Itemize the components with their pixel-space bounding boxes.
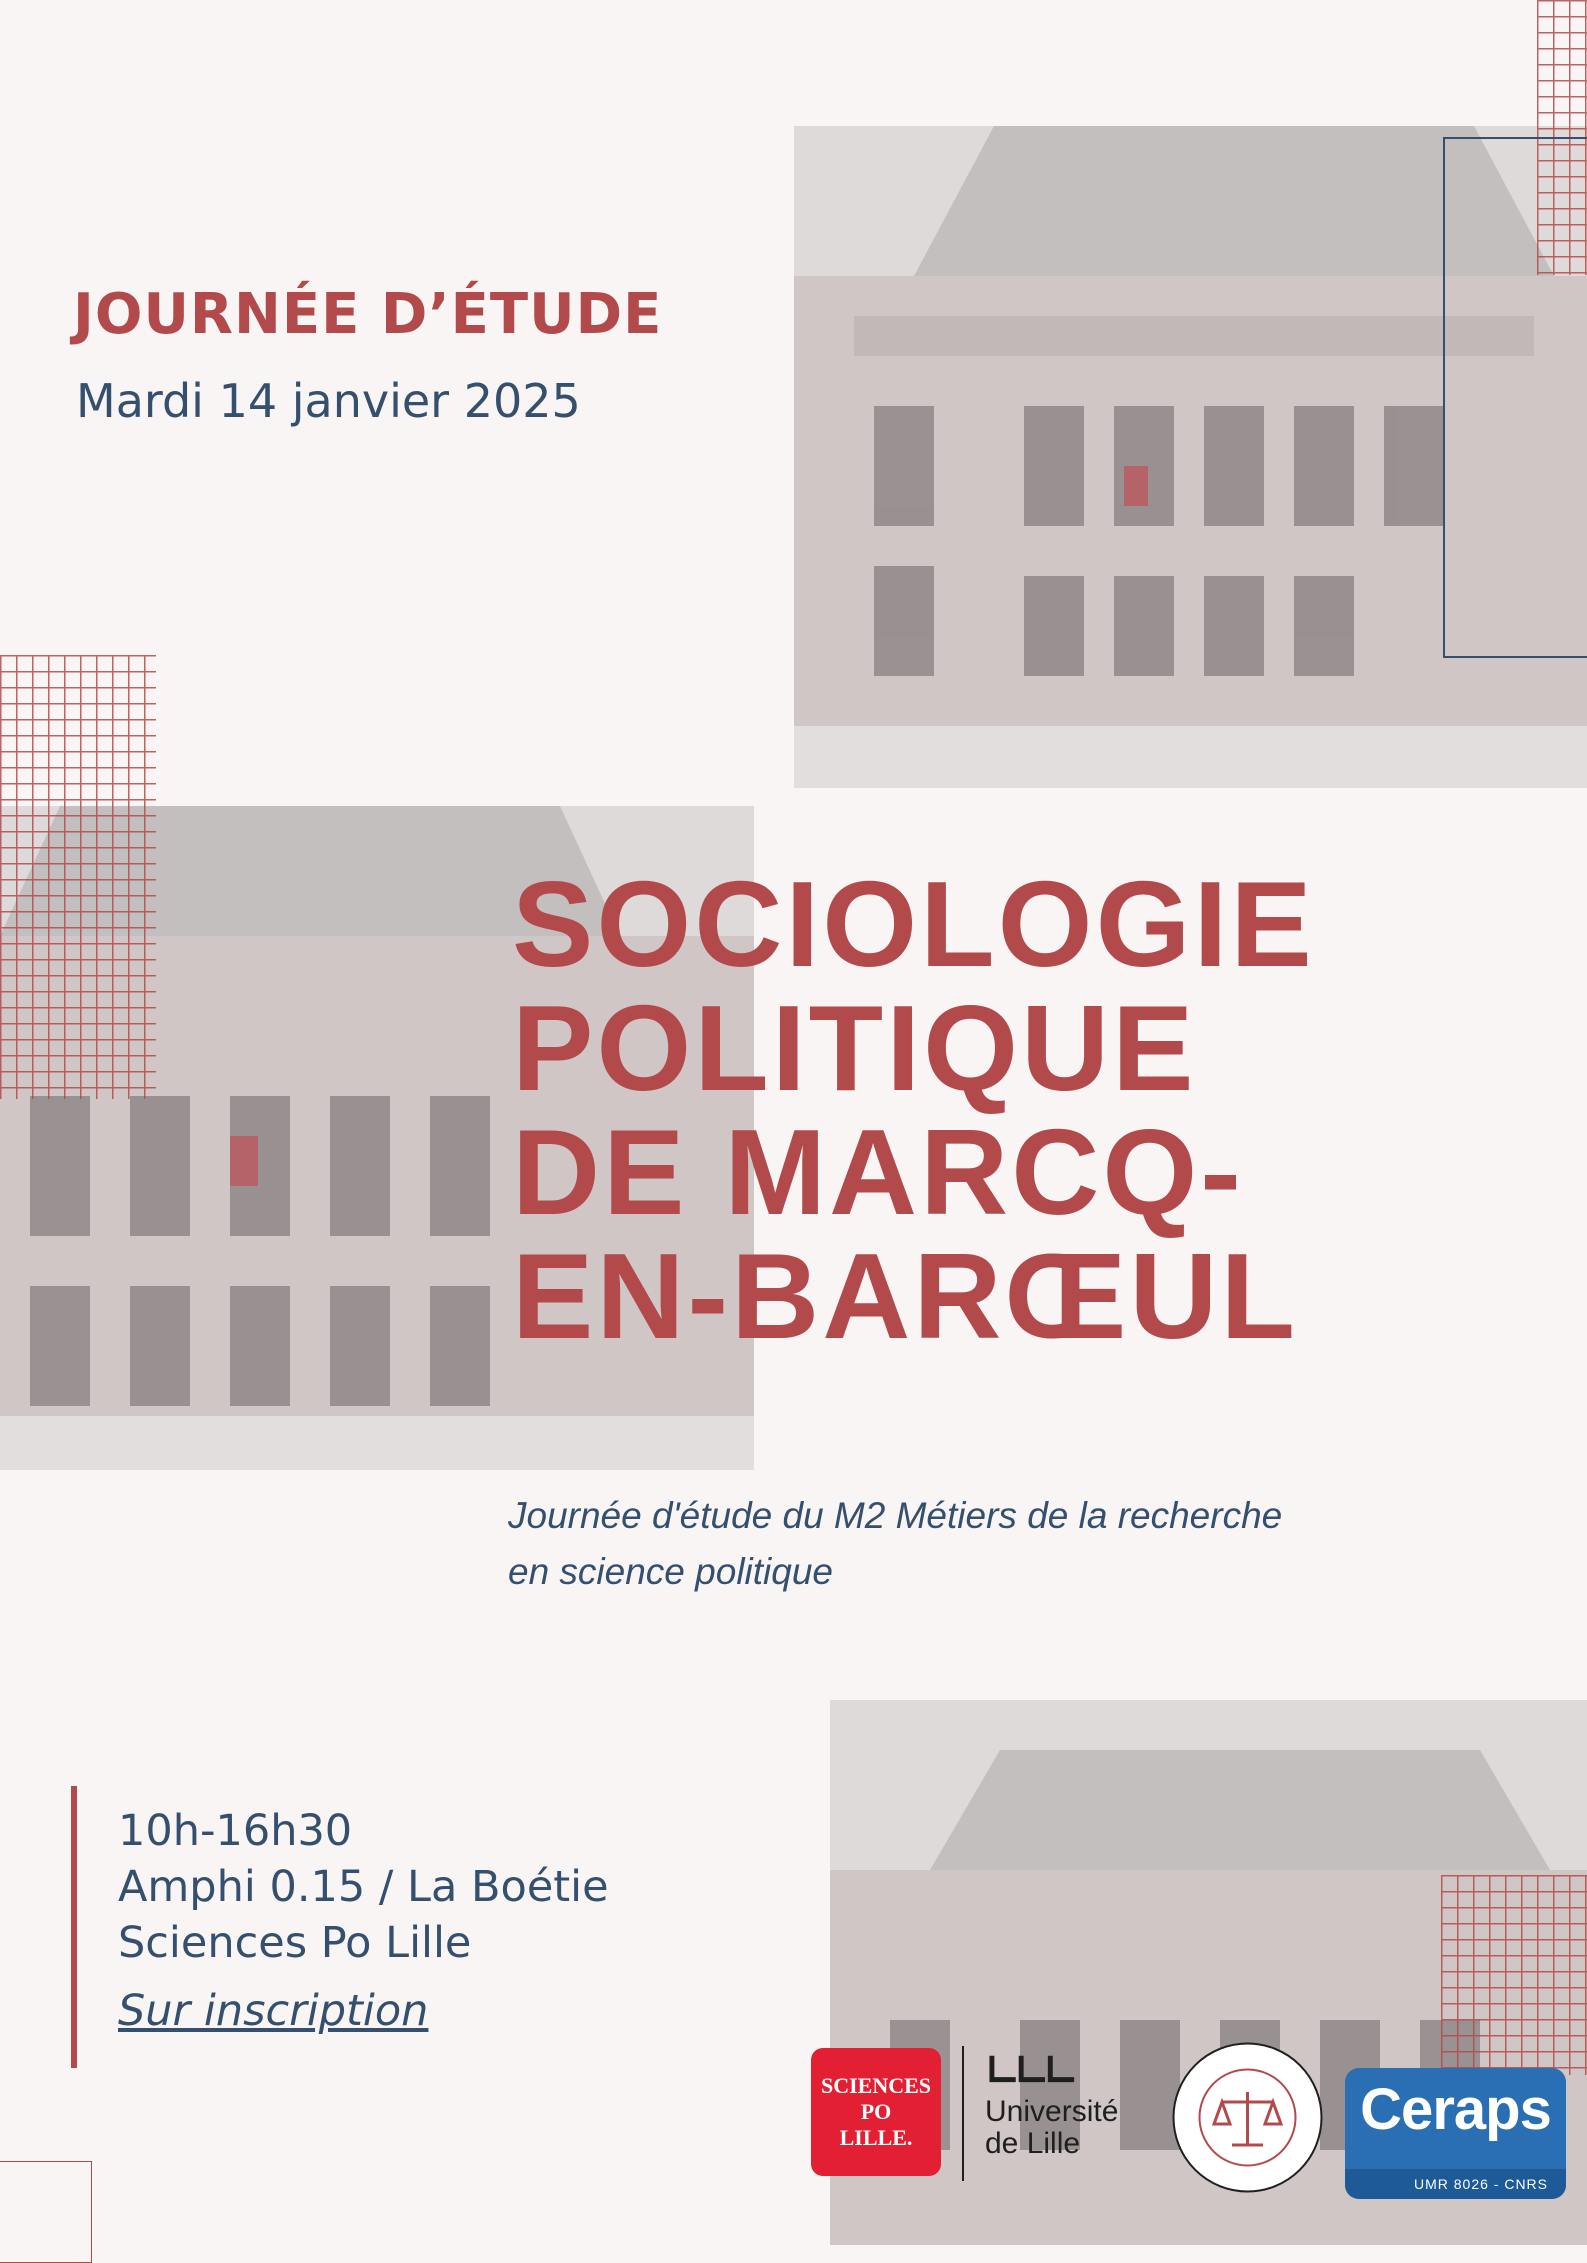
event-date: Mardi 14 janvier 2025 <box>76 374 581 428</box>
subtitle-line: en science politique <box>508 1551 833 1592</box>
logo-line: de Lille <box>985 2127 1081 2160</box>
event-venue: Sciences Po Lille <box>118 1918 472 1968</box>
ull-mark-icon: ∟∟∟ <box>985 2046 1073 2095</box>
event-time: 10h-16h30 <box>118 1806 353 1856</box>
event-room: Amphi 0.15 / La Boétie <box>118 1862 609 1912</box>
title-line: POLITIQUE <box>512 980 1197 1116</box>
grid-pattern-bottom-right <box>1441 1875 1587 2075</box>
frame-navy-top-right <box>1443 137 1587 658</box>
title-line: DE MARCQ- <box>512 1104 1244 1240</box>
subtitle-line: Journée d'étude du M2 Métiers de la recherche <box>508 1495 1283 1536</box>
ceraps-name: Ceraps <box>1360 2077 1551 2142</box>
universite-de-lille-logo <box>985 2046 1145 2186</box>
event-title <box>512 856 1572 1364</box>
sciences-po-lille-logo <box>811 2048 941 2176</box>
event-kicker: JOURNÉE D’ÉTUDE <box>73 282 663 347</box>
ceraps-subtitle: UMR 8026 - CNRS <box>1345 2169 1566 2199</box>
event-details <box>118 1803 609 2039</box>
title-line: EN-BARŒUL <box>512 1228 1299 1364</box>
logo-line: PO <box>860 2099 892 2124</box>
logo-line: Université <box>985 2095 1119 2128</box>
frame-red-bottom-left <box>0 2161 92 2263</box>
logo-line: LILLE. <box>839 2125 913 2150</box>
registration-link[interactable]: Sur inscription <box>118 1986 429 2036</box>
grid-pattern-left <box>0 655 156 1099</box>
faculte-seal-logo <box>1170 2040 1325 2195</box>
event-subtitle <box>508 1488 1508 1600</box>
title-line: SOCIOLOGIE <box>512 856 1315 992</box>
ceraps-logo <box>1345 2068 1566 2199</box>
logo-line: SCIENCES <box>820 2073 932 2098</box>
details-accent-bar <box>71 1786 77 2068</box>
logo-separator <box>962 2046 964 2181</box>
